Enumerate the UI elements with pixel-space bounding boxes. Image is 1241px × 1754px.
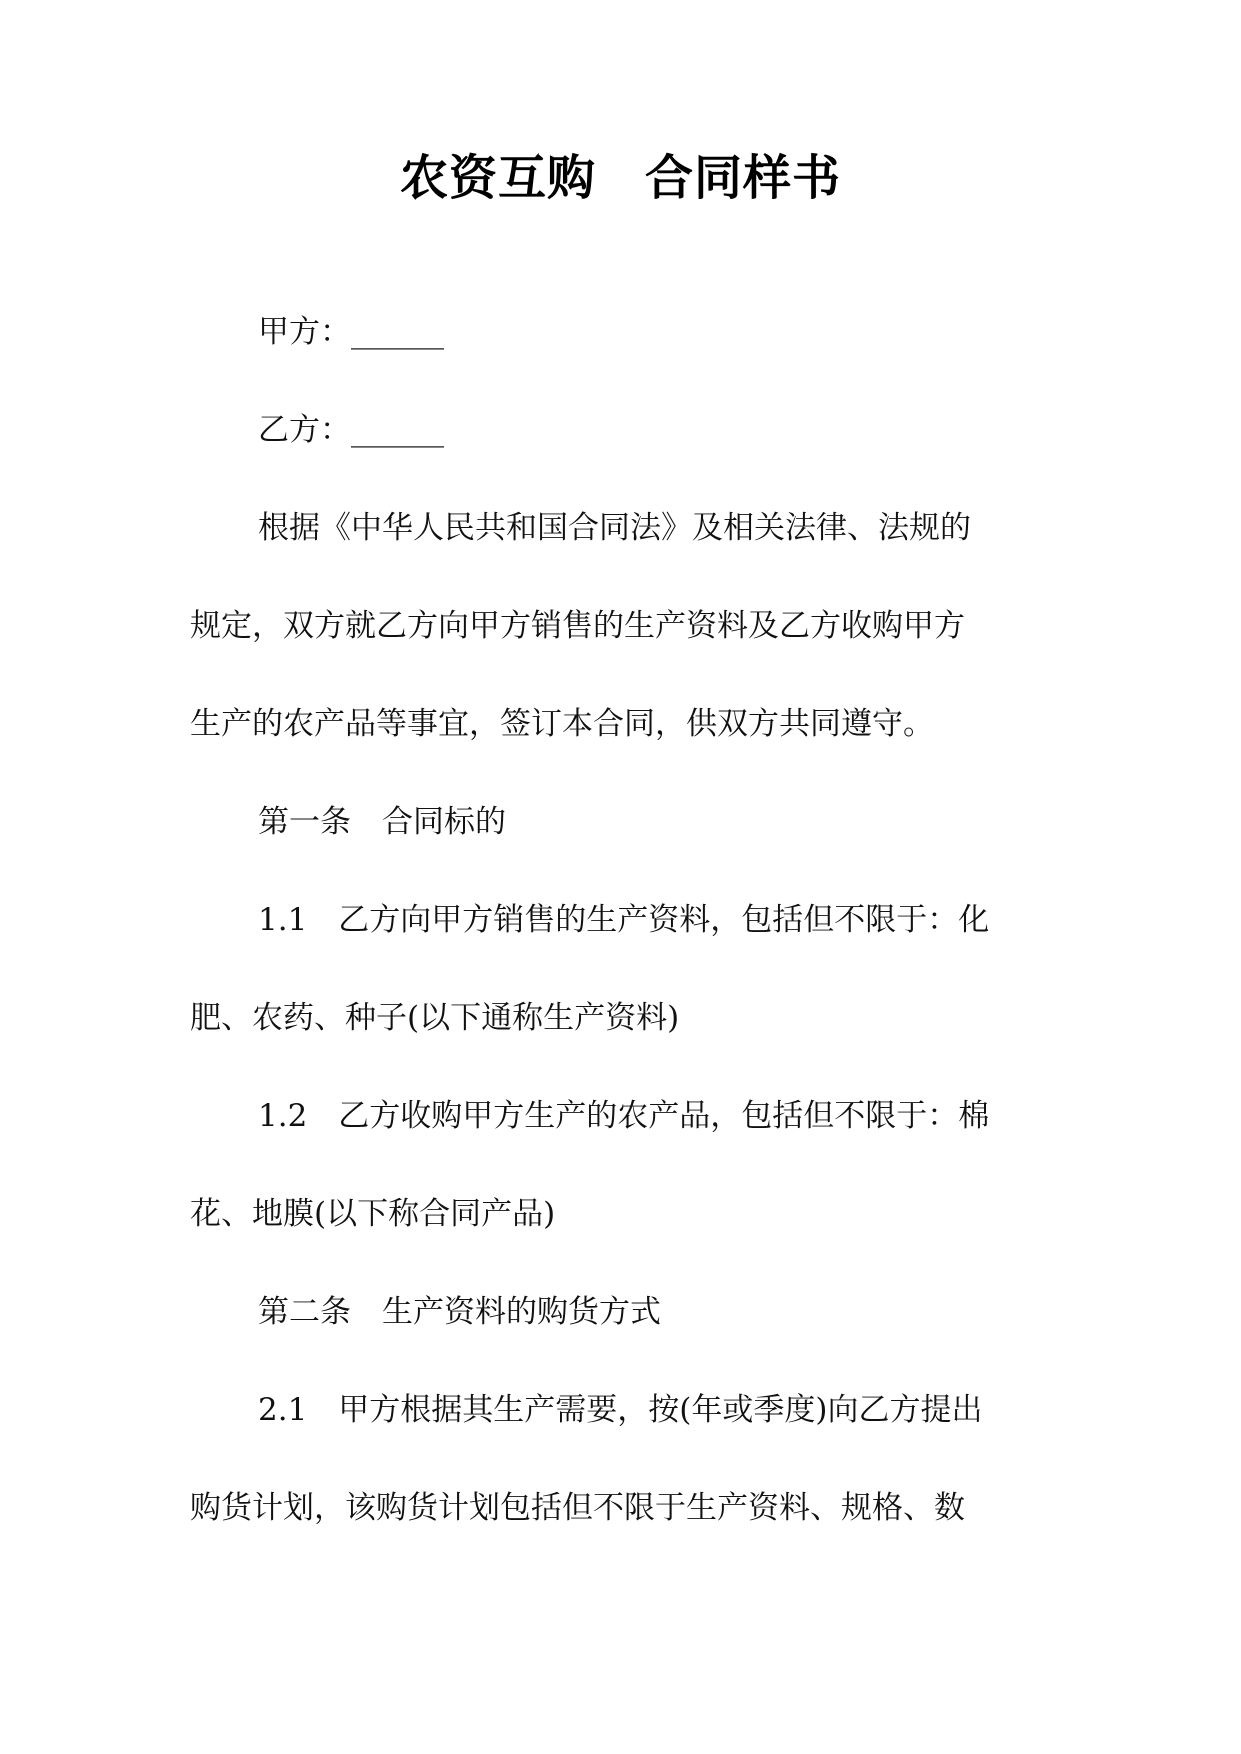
- clause-line: 购货计划，该购货计划包括但不限于生产资料、规格、数: [190, 1490, 965, 1526]
- clause-line: 2.1 甲方根据其生产需要，按(年或季度)向乙方提出: [258, 1392, 983, 1428]
- party-a-line: 甲方：______: [258, 314, 444, 350]
- paragraph-line: 根据《中华人民共和国合同法》及相关法律、法规的: [258, 510, 971, 546]
- paragraph-line: 规定，双方就乙方向甲方销售的生产资料及乙方收购甲方: [190, 608, 965, 644]
- document-title: 农资互购 合同样书: [399, 150, 841, 206]
- paragraph-line: 生产的农产品等事宜，签订本合同，供双方共同遵守。: [190, 706, 934, 742]
- clause-line: 肥、农药、种子(以下通称生产资料): [190, 1000, 680, 1036]
- clause-line: 1.2 乙方收购甲方生产的农产品，包括但不限于：棉: [258, 1098, 990, 1134]
- section-heading: 第二条 生产资料的购货方式: [258, 1294, 661, 1330]
- clause-line: 1.1 乙方向甲方销售的生产资料，包括但不限于：化: [258, 902, 990, 938]
- section-heading: 第一条 合同标的: [258, 804, 506, 840]
- clause-line: 花、地膜(以下称合同产品): [190, 1196, 556, 1232]
- party-b-line: 乙方：______: [258, 412, 444, 448]
